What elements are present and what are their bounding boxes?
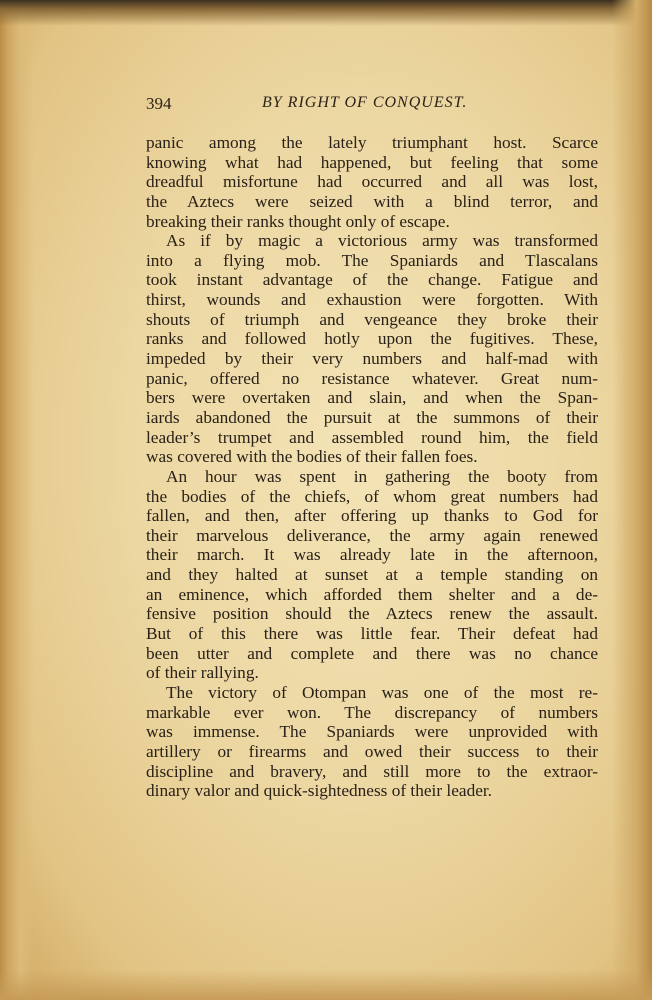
text-line: into a flying mob. The Spaniards and Tlascalans — [146, 250, 598, 270]
text-line: The victory of Otompan was one of the most re- — [166, 682, 598, 702]
text-line: been utter and complete and there was no chance — [146, 643, 598, 663]
text-line: discipline and bravery, and still more to the extraor- — [146, 761, 598, 781]
text-line: ranks and followed hotly upon the fugitives. These, — [146, 329, 598, 349]
page-header — [146, 94, 598, 120]
text-line: knowing what had happened, but feeling that some — [146, 152, 598, 172]
text-line: was covered with the bodies of their fallen foes. — [146, 447, 478, 467]
text-line: shouts of triumph and vengeance they broke their — [146, 309, 598, 329]
text-line: panic, offered no resistance whatever. Great num- — [146, 368, 598, 388]
text-line: the Aztecs were seized with a blind terror, and — [146, 191, 598, 211]
text-line: their marvelous deliverance, the army again renewed — [146, 525, 598, 545]
page-edge-shadow-left — [0, 0, 34, 1000]
page-number: 394 — [146, 94, 172, 113]
text-line: bers were overtaken and slain, and when the Span- — [146, 388, 598, 408]
text-line: panic among the lately triumphant host. Scarce — [146, 133, 598, 152]
text-line: their march. It was already late in the afternoon, — [146, 545, 598, 565]
text-line: But of this there was little fear. Their defeat had — [146, 624, 598, 644]
text-line: breaking their ranks thought only of escape. — [146, 211, 450, 231]
page-edge-shadow-bottom — [0, 970, 652, 1000]
page-edge-shadow-top — [0, 0, 652, 26]
text-line: of their rallying. — [146, 663, 259, 683]
running-title: BY RIGHT OF CONQUEST. — [262, 94, 468, 111]
body-text — [146, 133, 598, 801]
text-line: an eminence, which afforded them shelter and a de- — [146, 584, 598, 604]
text-line: artillery or firearms and owed their success to their — [146, 741, 598, 761]
text-line: and they halted at sunset at a temple standing on — [146, 565, 598, 585]
text-line: iards abandoned the pursuit at the summons of their — [146, 407, 598, 427]
page-edge-shadow-right — [612, 0, 652, 1000]
text-line: markable ever won. The discrepancy of numbers — [146, 702, 598, 722]
text-line: fallen, and then, after offering up thanks to God for — [146, 506, 598, 526]
text-line: was immense. The Spaniards were unprovided with — [146, 722, 598, 742]
text-line: As if by magic a victorious army was transformed — [166, 231, 598, 251]
text-line: took instant advantage of the change. Fatigue and — [146, 270, 598, 290]
text-line: dinary valor and quick-sightedness of their leader. — [146, 781, 492, 801]
text-line: An hour was spent in gathering the booty from — [166, 466, 598, 486]
text-line: impeded by their very numbers and half-mad with — [146, 349, 598, 369]
text-line: fensive position should the Aztecs renew the assault. — [146, 604, 598, 624]
text-line: dreadful misfortune had occurred and all was lost, — [146, 172, 598, 192]
text-line: the bodies of the chiefs, of whom great numbers had — [146, 486, 598, 506]
text-line: thirst, wounds and exhaustion were forgotten. With — [146, 290, 598, 310]
text-line: leader’s trumpet and assembled round him, the field — [146, 427, 598, 447]
